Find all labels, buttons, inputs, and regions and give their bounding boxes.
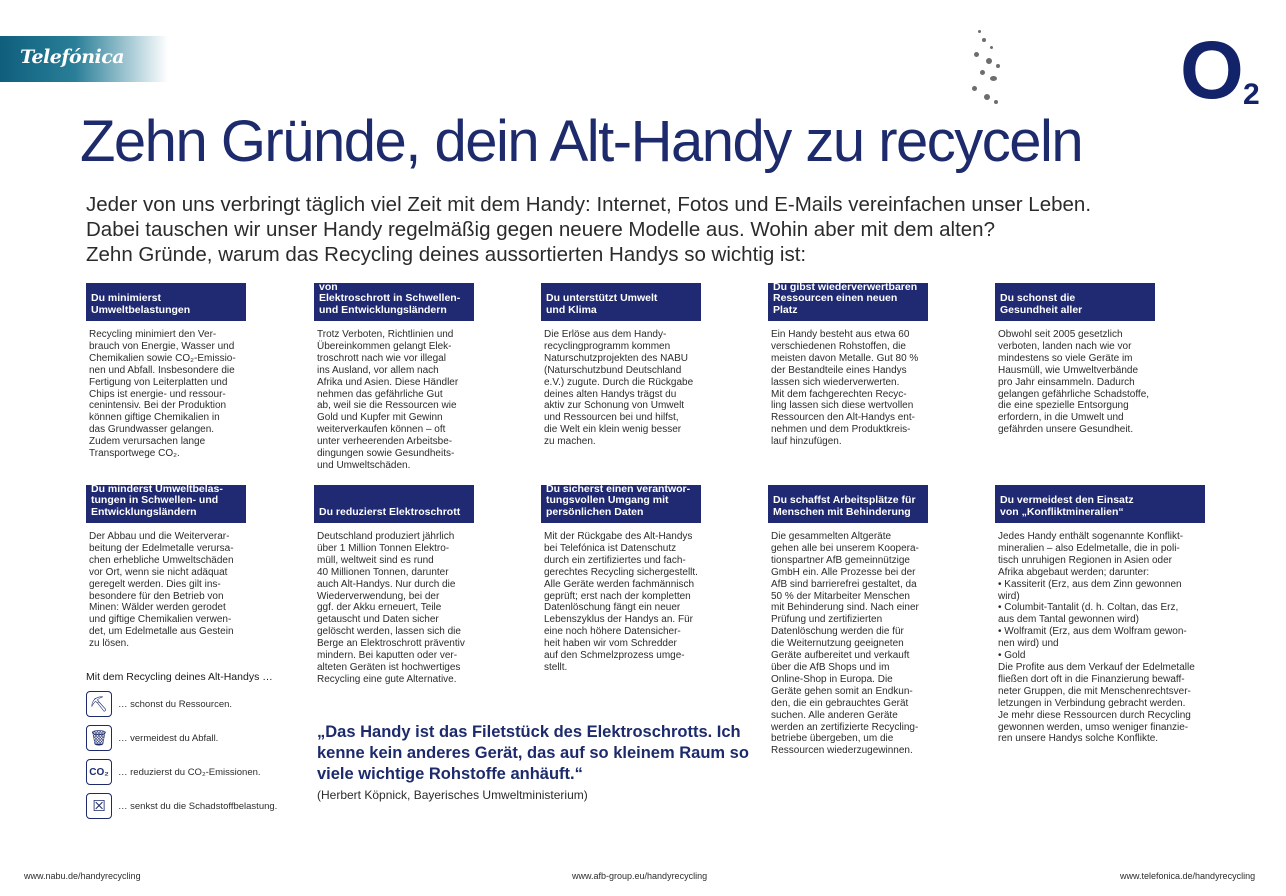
reason-box-3	[541, 283, 701, 448]
page-title: Zehn Gründe, dein Alt-Handy zu recyceln	[80, 109, 1083, 174]
reason-heading: Du schaffst Arbeitsplätze für Menschen mit Behinderung	[768, 485, 928, 523]
reason-text: Deutschland produziert jährlich über 1 Million Tonnen Elektro- müll, weltweit sind es rund 40 Millionen Tonnen, darunter auch Alt-Handys. Nur durch die Wiederverwendung, bei der ggf. der Akku erneuert, Teile getauscht und Daten sicher gelöscht werden, lassen sich die Berge an Elektroschrott präventiv mindern. Bei kaputten oder ver- alteten Geräten ist hochwertiges Recycling eine gute Alternative.	[317, 531, 465, 685]
quote-source: (Herbert Köpnick, Bayerisches Umweltministerium)	[317, 788, 588, 802]
intro-text	[86, 192, 1136, 267]
icon-legend	[86, 671, 296, 819]
bubbles-decoration	[960, 28, 1010, 108]
reason-heading: Du minderst Umweltbelas- tungen in Schwellen- und Entwicklungsländern	[86, 485, 246, 523]
reason-box-2	[314, 269, 474, 472]
reason-heading: Du gibst wiederverwertbaren Ressourcen einen neuen Platz	[768, 283, 928, 321]
footer-link-afb[interactable]: www.afb-group.eu/handyrecycling	[572, 871, 708, 881]
legend-item	[86, 691, 296, 717]
legend-item	[86, 725, 296, 751]
reason-text: Jedes Handy enthält sogenannte Konflikt- mineralien – also Edelmetalle, die in poli- tisch unruhigen Regionen in Asien oder Afrika abgebaut werden; darunter: • Kassiterit (Erz, aus dem Zinn gewonnen wird) • Columbit-Tantalit (d. h. Coltan, das Erz, aus dem Tantal gewonnen wird) • Wolframit (Erz, aus dem Wolfram gewon- nen wird) und • Gold Die Profite aus dem Verkauf der Edelmetalle fließen dort oft in die Finanzierung bewaff- neter Gruppen, die mit Menschenrechtsver- letzungen in Verbindung gebracht werden. Je mehr diese Ressourcen durch Recycling gewonnen werden, umso weniger finanzie- ren unsere Handys solche Konflikte.	[998, 531, 1195, 745]
telefonica-logo-bar	[0, 36, 168, 82]
reason-heading: Du schonst die Gesundheit aller	[995, 283, 1155, 321]
reason-heading: Du reduzierst Elektroschrott	[314, 485, 474, 523]
reason-box-6	[86, 482, 246, 650]
legend-label: … reduzierst du CO₂-Emissionen.	[118, 766, 261, 778]
reason-heading: Du unterstützt Umwelt und Klima	[541, 283, 701, 321]
legend-label: … senkst du die Schadstoffbelastung.	[118, 800, 278, 812]
toxic-bottle-icon: ☒	[86, 793, 112, 819]
reason-heading: Du vermeidest den Einsatz von „Konfliktmineralien“	[995, 485, 1205, 523]
footer-link-nabu[interactable]: www.nabu.de/handyrecycling	[24, 871, 141, 881]
reason-text: Die Erlöse aus dem Handy- recyclingprogramm kommen Naturschutzprojekten des NABU (Naturschutzbund Deutschland e.V.) zugute. Durch die Rückgabe deines alten Handys trägst du aktiv zur Schonung von Umwelt und Ressourcen bei und hilfst, die Welt ein klein wenig besser zu machen.	[544, 329, 694, 448]
intro-line: Jeder von uns verbringt täglich viel Zeit mit dem Handy: Internet, Fotos und E-Mails vereinfachen unser Leben.	[86, 193, 1092, 216]
legend-label: … vermeidest du Abfall.	[118, 732, 219, 744]
o2-logo-subscript: 2	[1243, 78, 1260, 111]
reason-box-8	[541, 482, 701, 674]
intro-line: Zehn Gründe, warum das Recycling deines aussortierten Handys so wichtig ist:	[86, 243, 807, 266]
o2-logo	[1180, 25, 1270, 116]
legend-item	[86, 793, 296, 819]
reason-text: Die gesammelten Altgeräte gehen alle bei unserem Koopera- tionspartner AfB gemeinnützige GmbH ein. Alle Prozesse bei der AfB sind barrierefrei gestaltet, da 50 % der Mitarbeiter Menschen mit Behinderung sind. Nach einer Prüfung und zertifizierten Datenlöschung werden die für die Weiternutzung geeigneten Geräte aufbereitet und verkauft über die AfB Shops und im Online-Shop in Europa. Die Geräte gehen somit an Endkun- den, die ein gebrauchtes Gerät suchen. Alle anderen Geräte werden an zertifizierte Recycling- betriebe übergeben, um die Ressourcen wiederzugewinnen.	[771, 531, 919, 757]
reason-heading: Du sicherst einen verantwor- tungsvollen Umgang mit persönlichen Daten	[541, 485, 701, 523]
quote-block	[317, 722, 757, 802]
reason-box-4	[768, 280, 928, 448]
o2-logo-letter: O	[1180, 25, 1242, 116]
reason-text: Trotz Verboten, Richtlinien und Übereinkommen gelangt Elek- troschrott nach wie vor illegal ins Ausland, vor allem nach Afrika und Asien. Diese Händler nehmen das gefährliche Gut ab, weil sie die Ressourcen wie Gold und Kupfer mit Gewinn weiterverkaufen können – oft unter verheerenden Arbeitsbe- dingungen sowie Gesundheits- und Umweltschäden.	[317, 329, 459, 471]
legend-label: … schonst du Ressourcen.	[118, 698, 233, 710]
reason-heading: Du reduzierst die Ausfuhr von Elektroschrott in Schwellen- und Entwicklungsländern	[314, 283, 474, 321]
co2-icon: CO₂	[86, 759, 112, 785]
reason-text: Ein Handy besteht aus etwa 60 verschiedenen Rohstoffen, die meisten davon Metalle. Gut 80 % der Bestandteile eines Handys lassen sich wiederverwerten. Mit dem fachgerechten Recyc- ling lassen sich diese wertvollen Ressourcen den Alt-Handys ent- nehmen und dem Produktkreis- lauf hinzufügen.	[771, 329, 919, 448]
quote-text: „Das Handy ist das Filetstück des Elektroschrotts. Ich kenne kein anderes Gerät, das auf so kleinem Raum so viele wichtige Rohstoffe anhäuft.“	[317, 723, 749, 783]
reason-box-1	[86, 283, 246, 460]
reason-text: Recycling minimiert den Ver- brauch von Energie, Wasser und Chemikalien sowie CO₂-Emissio- nen und Abfall. Insbesondere die Fertigung von Leiterplatten und Chips ist energie- und ressour- cenintensiv. Bei der Produktion können giftige Chemikalien in das Grundwasser gelangen. Zudem verursachen lange Transportwege CO₂.	[89, 329, 236, 460]
reason-heading: Du minimierst Umweltbelastungen	[86, 283, 246, 321]
reason-box-10	[995, 485, 1205, 745]
reason-box-9	[768, 485, 928, 757]
reason-box-5	[995, 283, 1155, 436]
reason-text: Obwohl seit 2005 gesetzlich verboten, landen nach wie vor mindestens so viele Geräte im Hausmüll, wie Umweltverbände pro Jahr einsammeln. Dadurch gelangen gefährliche Schadstoffe, die eine spezielle Entsorgung erfordern, in die Umwelt und gefährden unsere Gesundheit.	[998, 329, 1150, 436]
telefonica-logo: Telefónica	[20, 46, 125, 68]
legend-heading: Mit dem Recycling deines Alt-Handys …	[86, 671, 273, 683]
intro-line: Dabei tauschen wir unser Handy regelmäßig gegen neuere Modelle aus. Wohin aber mit dem alten?	[86, 218, 995, 241]
footer-link-telefonica[interactable]: www.telefonica.de/handyrecycling	[1120, 871, 1256, 881]
reason-box-7	[314, 485, 474, 686]
mining-icon: ⛏	[86, 691, 112, 717]
reason-text: Der Abbau und die Weiterverar- beitung der Edelmetalle verursa- chen erhebliche Umweltschäden vor Ort, wenn sie nicht adäquat geregelt werden. Dies gilt ins- besondere für den Betrieb von Minen: Wälder werden gerodet und giftige Chemikalien verwen- det, um Edelmetalle aus Gestein zu lösen.	[89, 531, 234, 650]
reason-text: Mit der Rückgabe des Alt-Handys bei Telefónica ist Datenschutz durch ein zertifiziertes und fach- gerechtes Recycling sichergestellt. Alle Geräte werden fachmännisch geprüft; erst nach der kompletten Datenlöschung fängt ein neuer Lebenszyklus der Handys an. Für eine noch höhere Datensicher- heit haben wir vom Schredder auf den Schmelzprozess umge- stellt.	[544, 531, 698, 673]
trash-bin-icon: 🗑	[86, 725, 112, 751]
legend-item	[86, 759, 296, 785]
